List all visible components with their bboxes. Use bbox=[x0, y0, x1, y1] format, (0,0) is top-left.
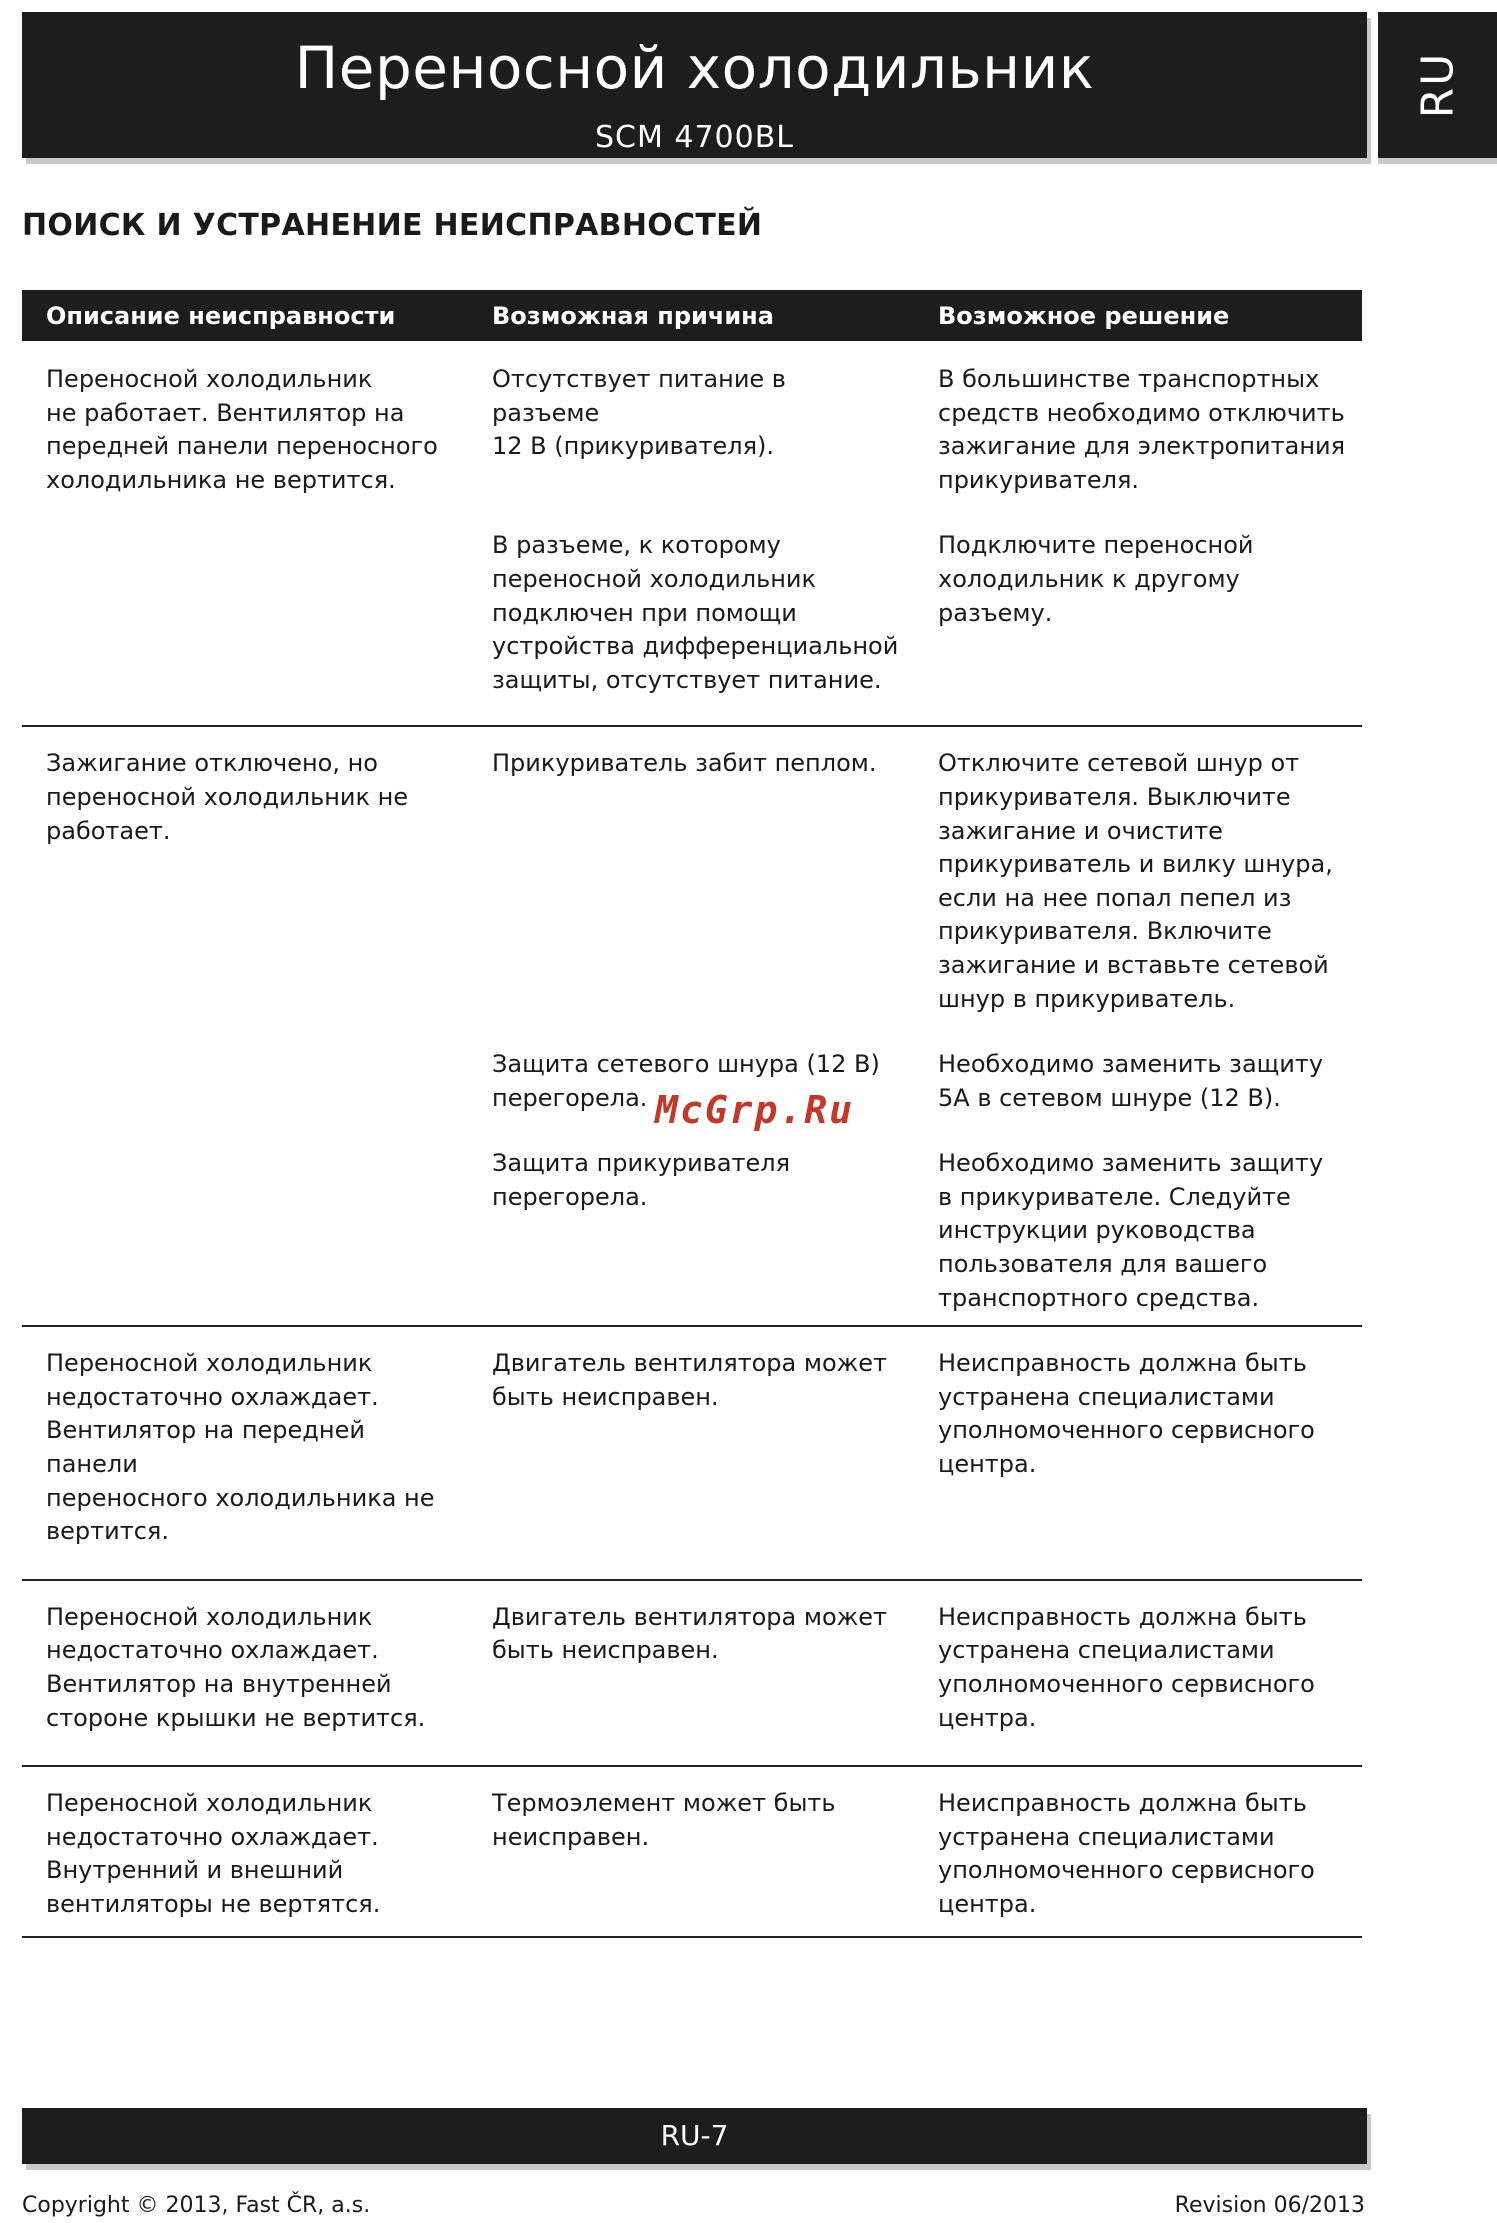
model-number: SCM 4700BL bbox=[594, 120, 795, 155]
possible-solution: Неисправность должна быть устранена специалистами уполномоченного сервисного центра. bbox=[938, 1789, 1315, 1918]
possible-cause: Отсутствует питание в разъеме 12 В (прикуривателя). bbox=[492, 365, 786, 461]
table-row-group bbox=[22, 1327, 1362, 1581]
possible-solution: Подключите переносной холодильник к другому разъему. bbox=[938, 531, 1254, 627]
possible-solution: Отключите сетевой шнур от прикуривателя. Выключите зажигание и очистите прикуриватель и вилку шнура, если на нее попал пепел из прикуривателя. Включите зажигание и вставьте сетевой шнур в прикуриватель. bbox=[938, 749, 1333, 1013]
table-row bbox=[22, 747, 1362, 1016]
possible-solution: В большинстве транспортных средств необходимо отключить зажигание для электропитания прикуривателя. bbox=[938, 365, 1346, 494]
language-tab bbox=[1378, 12, 1497, 158]
problem-description: Зажигание отключено, но переносной холодильник не работает. bbox=[46, 749, 409, 845]
column-header-cause: Возможная причина bbox=[492, 301, 774, 330]
problem-description: Переносной холодильник недостаточно охлаждает. Вентилятор на передней панели переносного холодильника не вертится. bbox=[46, 1349, 435, 1546]
table-row bbox=[22, 1347, 1362, 1549]
footer-bar bbox=[22, 2108, 1367, 2164]
problem-description: Переносной холодильник не работает. Вентилятор на передней панели переносного холодильника не вертится. bbox=[46, 365, 438, 494]
revision: Revision 06/2013 bbox=[1174, 2193, 1365, 2218]
possible-cause: Двигатель вентилятора может быть неисправен. bbox=[492, 1602, 888, 1665]
possible-cause: В разъеме, к которому переносной холодильник подключен при помощи устройства дифференциальной защиты, отсутствует питание. bbox=[492, 531, 899, 694]
section-title: ПОИСК И УСТРАНЕНИЕ НЕИСПРАВНОСТЕЙ bbox=[22, 208, 763, 243]
possible-solution: Необходимо заменить защиту 5А в сетевом шнуре (12 В). bbox=[938, 1050, 1324, 1112]
problem-description bbox=[22, 529, 468, 697]
copyright: Copyright © 2013, Fast ČR, a.s. bbox=[22, 2193, 371, 2218]
table-row-group bbox=[22, 1581, 1362, 1767]
table-body bbox=[22, 341, 1362, 1938]
table-row-group bbox=[22, 1767, 1362, 1937]
table-row bbox=[22, 1147, 1362, 1315]
possible-cause: Защита прикуривателя перегорела. bbox=[492, 1149, 791, 1211]
page-title: Переносной холодильник bbox=[294, 34, 1095, 102]
problem-description: Переносной холодильник недостаточно охлаждает. Внутренний и внешний вентиляторы не вертятся. bbox=[46, 1789, 381, 1918]
header-bar bbox=[22, 12, 1367, 158]
page-number: RU-7 bbox=[660, 2119, 729, 2152]
table-row bbox=[22, 529, 1362, 697]
table-row bbox=[22, 363, 1362, 497]
problem-description bbox=[22, 1147, 468, 1315]
problem-description bbox=[22, 1048, 468, 1115]
watermark: McGrp.Ru bbox=[655, 1088, 855, 1132]
table-row-group bbox=[22, 727, 1362, 1327]
problem-description: Переносной холодильник недостаточно охлаждает. Вентилятор на внутренней стороне крышки не вертится. bbox=[46, 1602, 426, 1732]
table-row-group bbox=[22, 341, 1362, 727]
possible-cause: Двигатель вентилятора может быть неисправен. bbox=[492, 1349, 888, 1411]
possible-solution: Неисправность должна быть устранена специалистами уполномоченного сервисного центра. bbox=[938, 1602, 1315, 1732]
possible-cause: Защита сетевого шнура (12 В) перегорела. bbox=[492, 1050, 880, 1112]
possible-solution: Необходимо заменить защиту в прикуривателе. Следуйте инструкции руководства пользователя для вашего транспортного средства. bbox=[938, 1149, 1324, 1312]
table-row bbox=[22, 1601, 1362, 1735]
possible-solution: Неисправность должна быть устранена специалистами уполномоченного сервисного центра. bbox=[938, 1349, 1315, 1479]
possible-cause: Прикуриватель забит пеплом. bbox=[492, 749, 877, 778]
language-label: RU bbox=[1412, 51, 1463, 119]
column-header-solution: Возможное решение bbox=[938, 301, 1230, 330]
table-header bbox=[22, 290, 1362, 341]
table-row bbox=[22, 1787, 1362, 1921]
column-header-description: Описание неисправности bbox=[46, 301, 396, 330]
possible-cause: Термоэлемент может быть неисправен. bbox=[492, 1789, 836, 1851]
